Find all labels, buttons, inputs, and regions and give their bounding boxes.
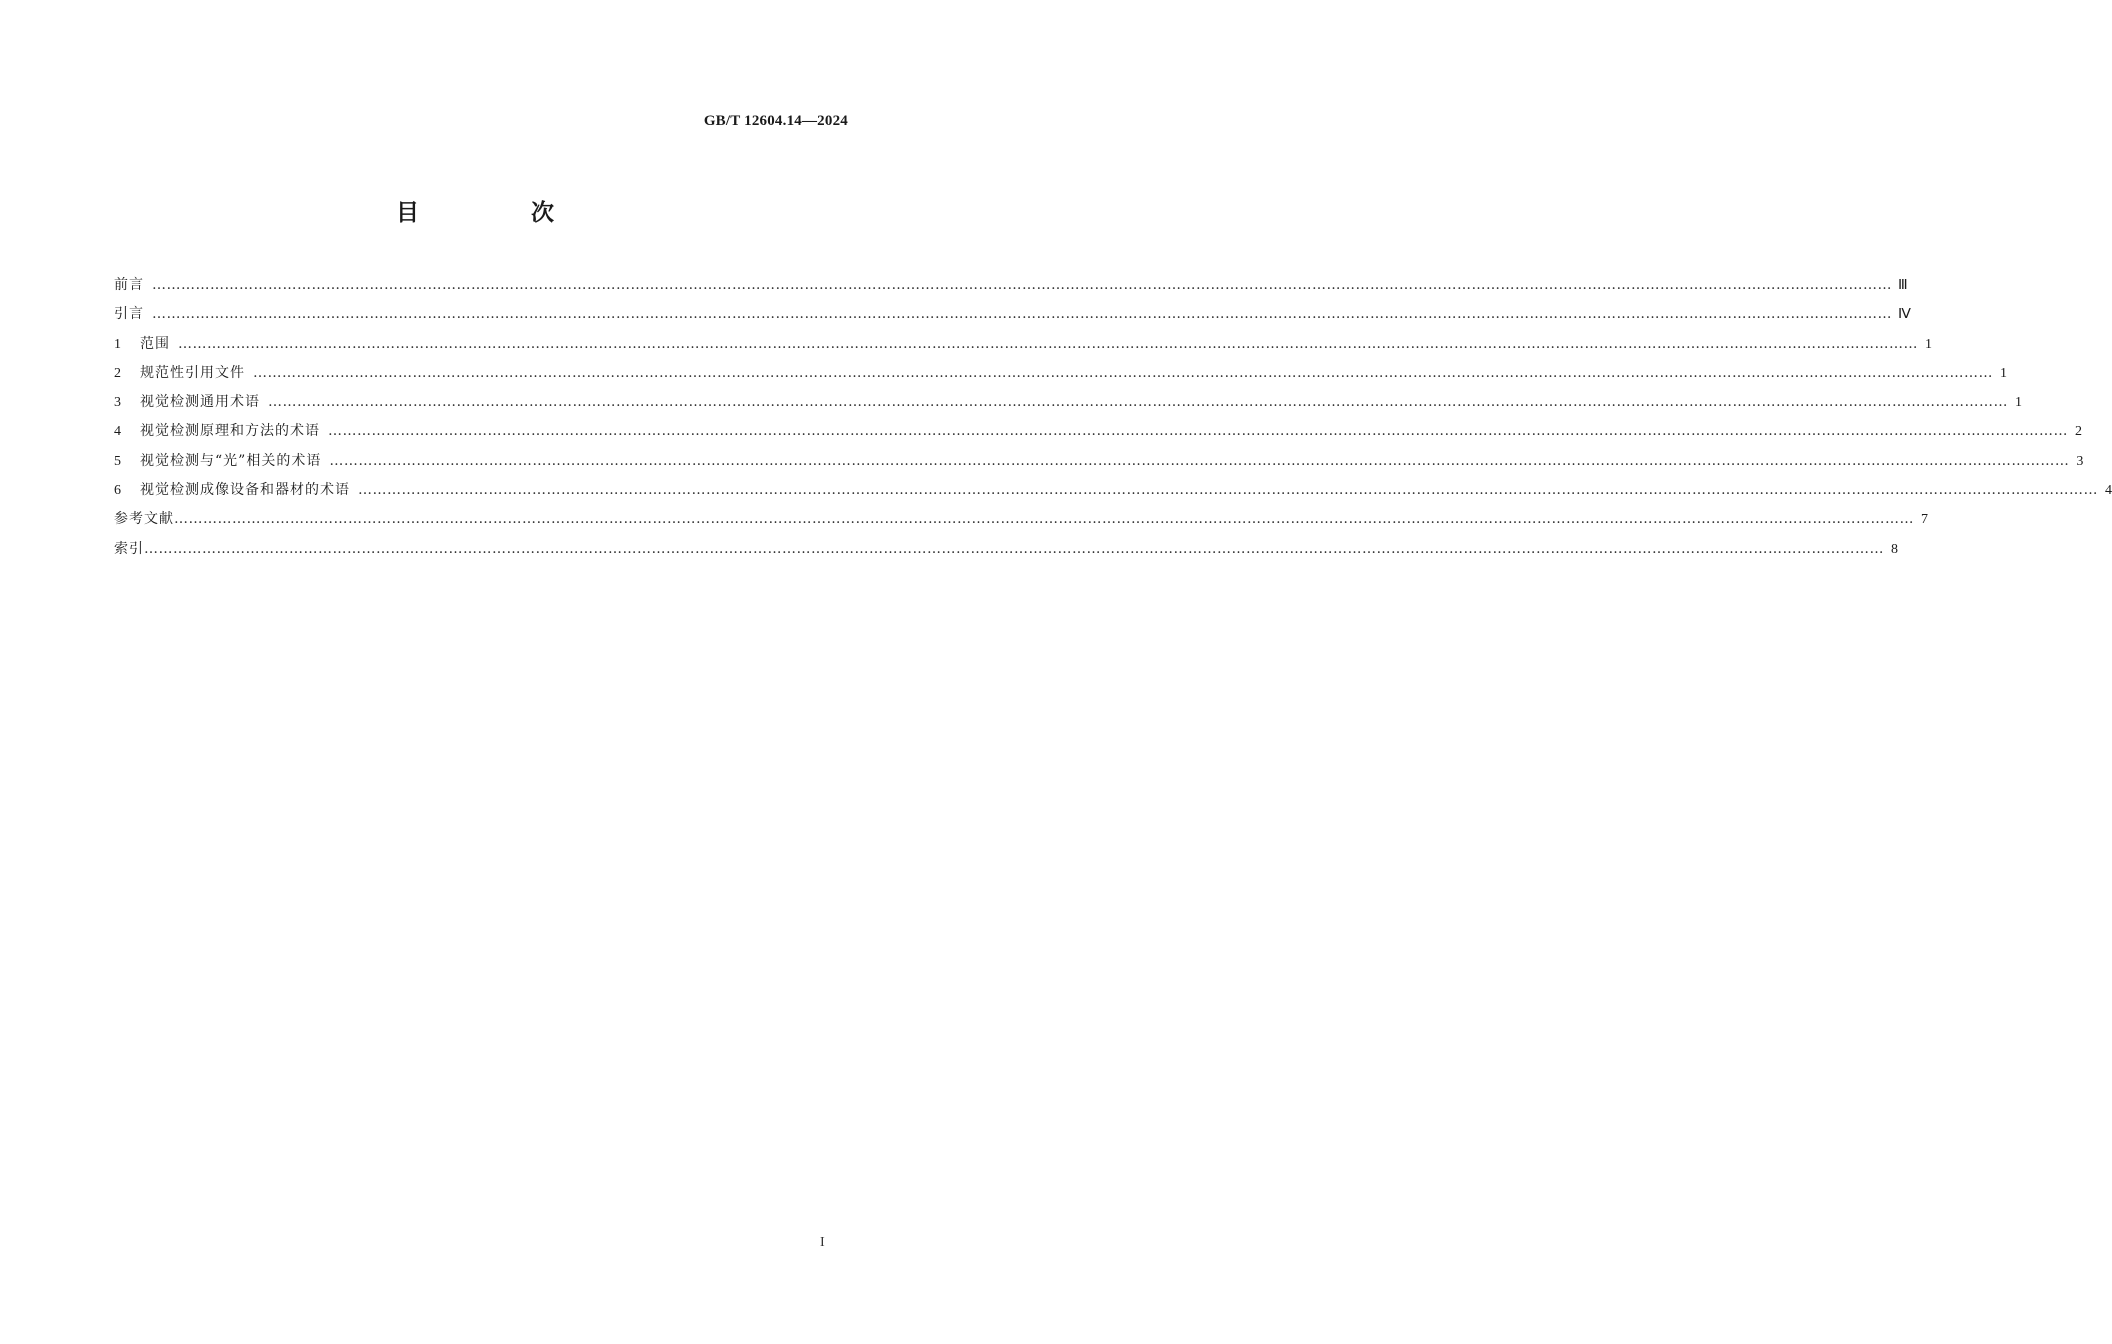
toc-leader-dots: ……………………………………………………………………………………………………………………………………………………………………………………………………………………………………………………………………………………………………………………………… xyxy=(144,540,1884,557)
toc-entry-page: 1 xyxy=(2000,365,2007,381)
toc-entry-foreword[interactable] xyxy=(114,271,1908,300)
toc-entry-light-terms[interactable] xyxy=(114,447,2084,476)
toc-leader-dots: ……………………………………………………………………………………………………………………………………………………………………………………………………………………………………………………………………………………………………………………………… xyxy=(253,364,1993,381)
toc-entry-label: 前言 xyxy=(114,277,144,293)
toc-entry-label: 索引 xyxy=(114,540,144,557)
toc-leader-dots: ……………………………………………………………………………………………………………………………………………………………………………………………………………………………………………………………………………………………………………………………… xyxy=(152,306,1892,323)
toc-entry-general-terms[interactable] xyxy=(114,388,2022,417)
toc-entry-page: Ⅲ xyxy=(1898,278,1908,293)
table-of-contents xyxy=(114,271,2112,564)
toc-entry-number: 2 xyxy=(114,365,121,381)
toc-entry-principle-method-terms[interactable] xyxy=(114,417,2082,446)
toc-entry-number: 4 xyxy=(114,424,121,440)
toc-entry-label: 规范性引用文件 xyxy=(140,364,245,381)
toc-entry-page: 1 xyxy=(2015,395,2022,411)
toc-entry-label: 参考文献 xyxy=(114,511,174,528)
toc-entry-label: 视觉检测成像设备和器材的术语 xyxy=(140,482,350,499)
toc-leader-dots: ……………………………………………………………………………………………………………………………………………………………………………………………………………………………………………………………………………………………………………………………… xyxy=(152,277,1892,293)
toc-entry-page: Ⅳ xyxy=(1898,307,1911,323)
toc-entry-number: 5 xyxy=(114,453,121,469)
toc-entry-label: 视觉检测原理和方法的术语 xyxy=(140,423,320,440)
toc-entry-imaging-equipment-terms[interactable] xyxy=(114,476,2112,505)
standard-code: GB/T 12604.14—2024 xyxy=(703,113,848,129)
toc-entry-scope[interactable] xyxy=(114,330,1932,359)
toc-entry-page: 2 xyxy=(2075,424,2082,440)
toc-entry-label: 视觉检测通用术语 xyxy=(140,394,260,411)
toc-leader-dots: ……………………………………………………………………………………………………………………………………………………………………………………………………………………………………………………………………………………………………………………………… xyxy=(268,394,2008,411)
toc-leader-dots: ……………………………………………………………………………………………………………………………………………………………………………………………………………………………………………………………………………………………………………………………… xyxy=(358,482,2098,499)
toc-entry-number: 3 xyxy=(114,395,121,411)
toc-entry-bibliography[interactable] xyxy=(114,505,1928,534)
toc-entry-number: 1 xyxy=(114,336,121,352)
toc-entry-introduction[interactable] xyxy=(114,300,1911,329)
toc-title: 目 次 xyxy=(395,200,606,226)
toc-entry-label: 引言 xyxy=(114,306,144,323)
page-number: I xyxy=(820,1235,825,1250)
toc-leader-dots: ……………………………………………………………………………………………………………………………………………………………………………………………………………………………………………………………………………………………………………………………… xyxy=(328,423,2068,440)
toc-leader-dots: ……………………………………………………………………………………………………………………………………………………………………………………………………………………………………………………………………………………………………………………………… xyxy=(174,511,1914,528)
toc-entry-page: 1 xyxy=(1925,336,1932,352)
toc-entry-label: 视觉检测与“光”相关的术语 xyxy=(140,452,322,469)
toc-leader-dots: ……………………………………………………………………………………………………………………………………………………………………………………………………………………………………………………………………………………………………………………………… xyxy=(178,335,1918,352)
toc-entry-index[interactable] xyxy=(114,535,1898,564)
toc-entry-page: 8 xyxy=(1891,541,1898,557)
toc-leader-dots: ……………………………………………………………………………………………………………………………………………………………………………………………………………………………………………………………………………………………………………………………… xyxy=(329,452,2070,469)
toc-entry-number: 6 xyxy=(114,483,121,499)
toc-entry-label: 范围 xyxy=(140,335,170,352)
toc-entry-page: 4 xyxy=(2105,483,2112,499)
toc-entry-normative-references[interactable] xyxy=(114,359,2007,388)
toc-entry-page: 3 xyxy=(2076,453,2084,469)
toc-entry-page: 7 xyxy=(1921,512,1928,528)
